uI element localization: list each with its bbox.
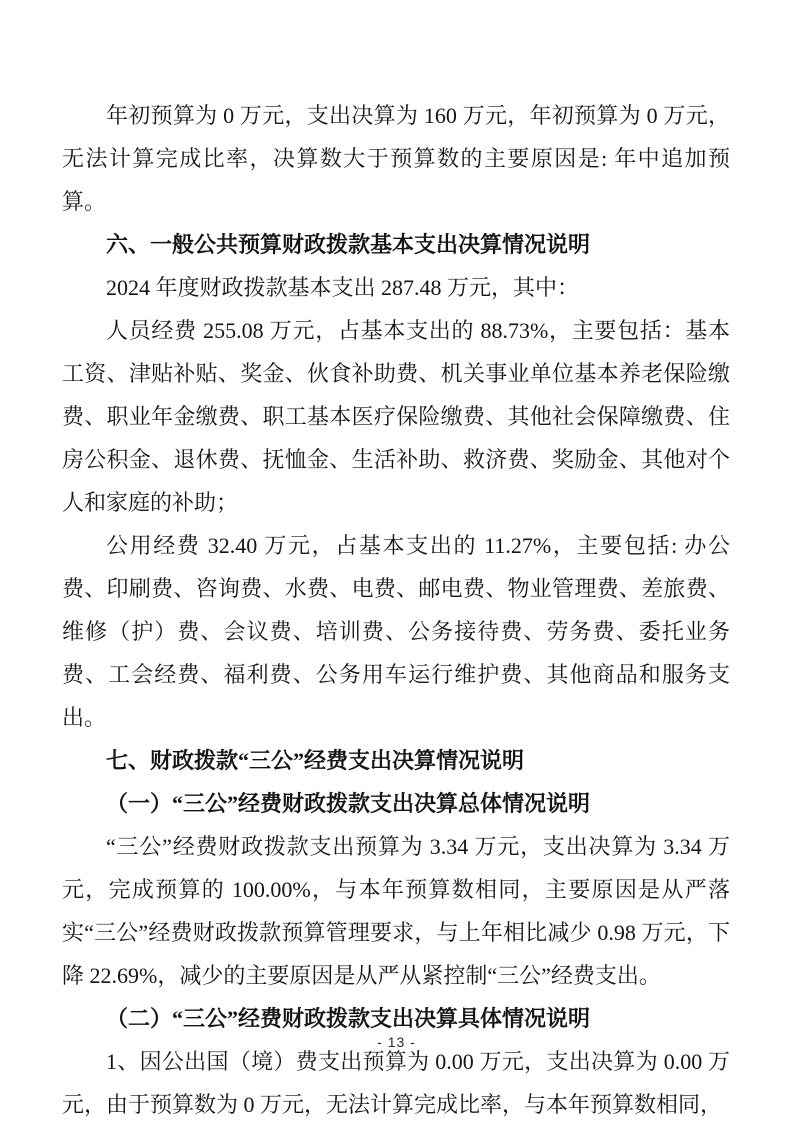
page-number: - 13 -: [377, 1034, 416, 1050]
paragraph-abroad-expense: 1、因公出国（境）费支出预算为 0.00 万元，支出决算为 0.00 万元，由于预算数为 0 万元，无法计算完成比率，与本年预算数相同，: [62, 1049, 730, 1117]
subsection-heading-1: （一）“三公”经费财政拨款支出决算总体情况说明: [106, 791, 591, 816]
section-heading-7: 七、财政拨款“三公”经费支出决算情况说明: [106, 748, 525, 773]
section-heading-6: 六、一般公共预算财政拨款基本支出决算情况说明: [106, 232, 591, 257]
paragraph-personnel-funds: 人员经费 255.08 万元，占基本支出的 88.73%，主要包括：基本工资、津贴补贴、奖金、伙食补助费、机关事业单位基本养老保险缴费、职业年金缴费、职工基本医疗保险缴费、其他社会保障缴费、住房公积金、退休费、抚恤金、生活补助、救济费、奖励金、其他对个人和家庭的补助；: [62, 318, 730, 515]
document-body: [62, 94, 730, 1122]
subsection-heading-2: （二）“三公”经费财政拨款支出决算具体情况说明: [106, 1006, 591, 1031]
paragraph-carryover: 年初预算为 0 万元，支出决算为 160 万元，年初预算为 0 万元，无法计算完成比率，决算数大于预算数的主要原因是: 年中追加预算。: [62, 103, 730, 214]
paragraph-public-funds: 公用经费 32.40 万元，占基本支出的 11.27%，主要包括: 办公费、印刷费、咨询费、水费、电费、邮电费、物业管理费、差旅费、维修（护）费、会议费、培训费、公务接待费、劳务费、委托业务费、工会经费、福利费、公务用车运行维护费、其他商品和服务支出。: [62, 533, 730, 730]
paragraph-sangong-overall: “三公”经费财政拨款支出预算为 3.34 万元，支出决算为 3.34 万元，完成预算的 100.00%，与本年预算数相同，主要原因是从严落实“三公”经费财政拨款预算管理要求，与上年相比减少 0.98 万元，下降 22.69%，减少的主要原因是从严从紧控制“三公”经费支出。: [62, 834, 730, 988]
paragraph-basic-expenditure: 2024 年度财政拨款基本支出 287.48 万元，其中：: [106, 275, 580, 300]
